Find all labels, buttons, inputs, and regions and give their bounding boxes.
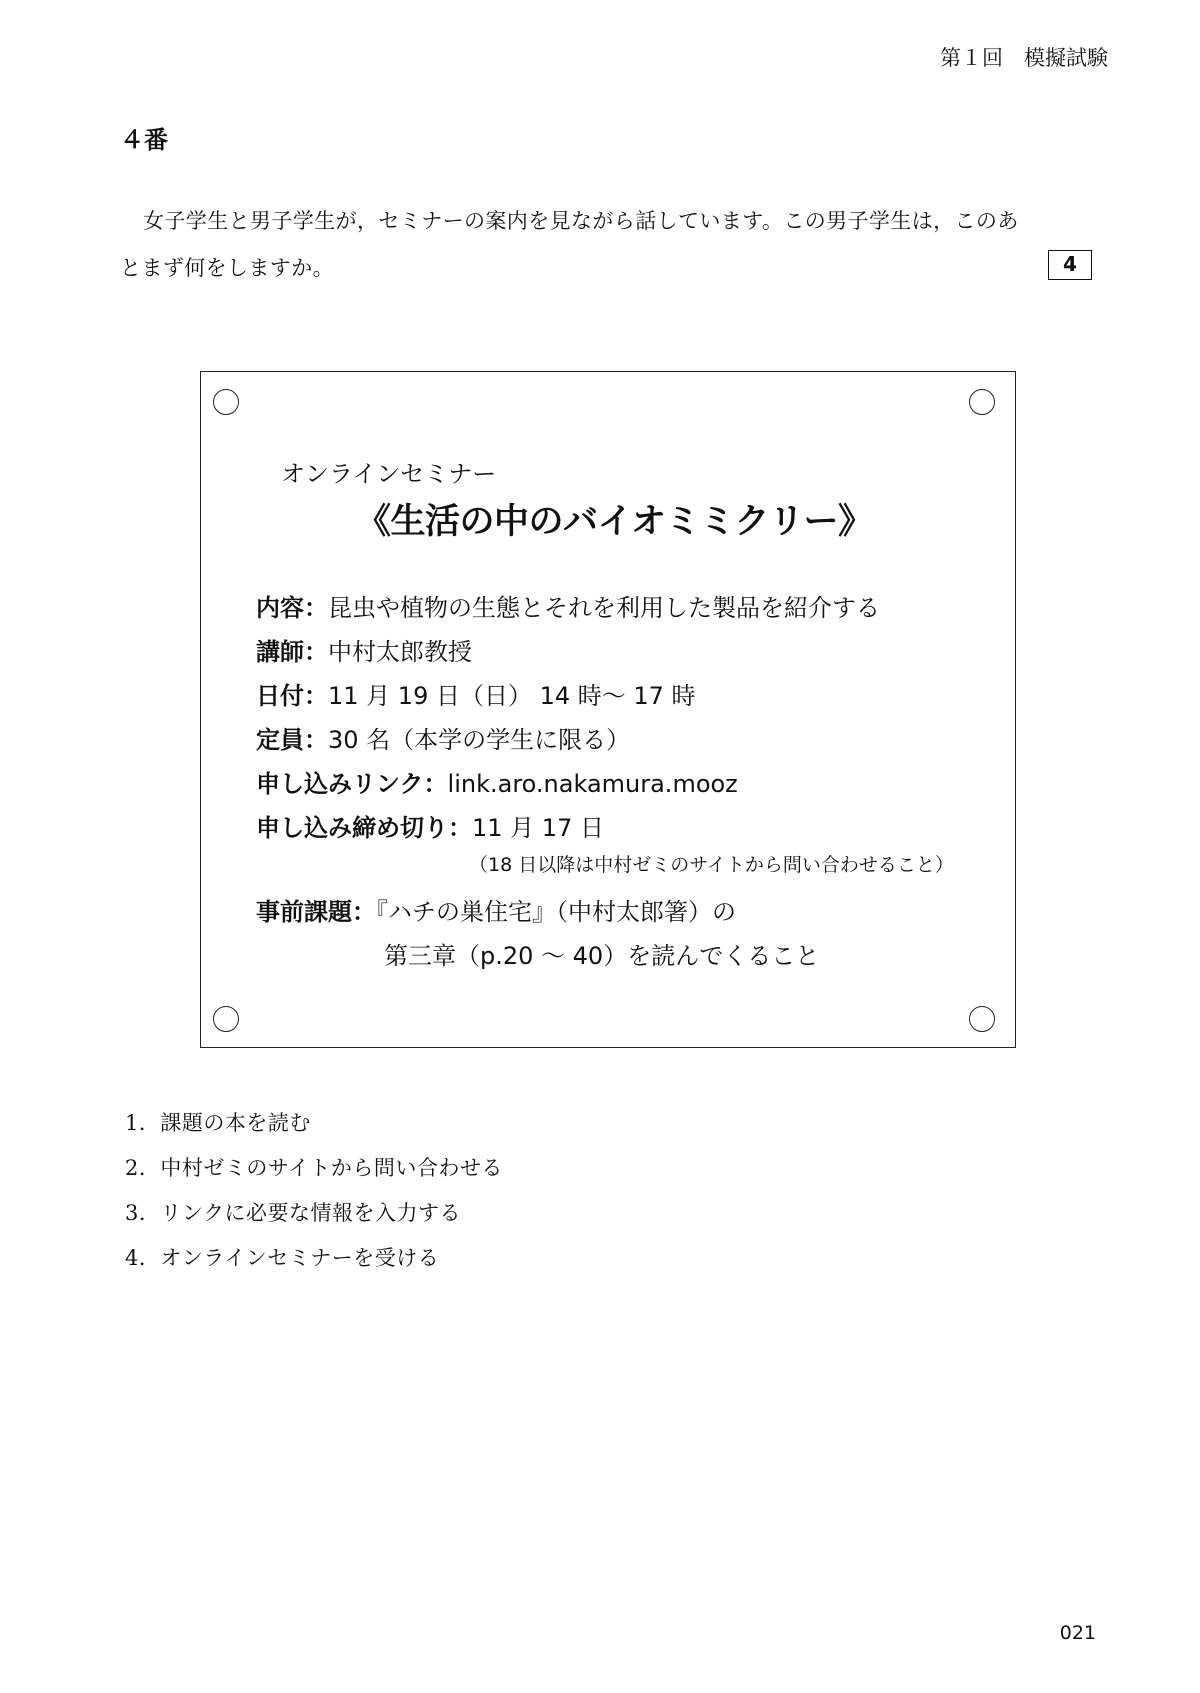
- seminar-poster: [200, 371, 1016, 1048]
- poster-row-capacity: [256, 720, 630, 755]
- pin-hole-icon: [969, 389, 995, 415]
- row-label: 定員：: [256, 726, 328, 754]
- poster-title: 《生活の中のバイオミミクリー》: [356, 502, 873, 542]
- row-label: 申し込み締め切り：: [256, 814, 472, 842]
- row-value: 『ハチの巣住宅』（中村太郎箸）の: [376, 898, 736, 926]
- answer-option-2: 2．中村ゼミのサイトから問い合わせる: [125, 1156, 503, 1180]
- row-value: 30 名（本学の学生に限る）: [328, 726, 631, 754]
- pin-hole-icon: [969, 1006, 995, 1032]
- poster-subtitle: オンラインセミナー: [281, 460, 497, 488]
- page-header: 第１回 模擬試験: [940, 46, 1108, 70]
- deadline-note: （18 日以降は中村ゼミのサイトから問い合わせること）: [469, 854, 954, 876]
- row-label: 事前課題：: [256, 898, 376, 926]
- poster-row-deadline: [256, 808, 604, 843]
- poster-row-link: [256, 764, 738, 799]
- row-label: 日付：: [256, 682, 328, 710]
- row-value: link.aro.nakamura.mooz: [447, 770, 738, 798]
- row-label: 内容：: [256, 594, 328, 622]
- row-label: 申し込みリンク：: [256, 770, 448, 798]
- pin-hole-icon: [213, 1006, 239, 1032]
- question-text-line-2: とまず何をしますか。: [120, 256, 334, 280]
- question-number: ４番: [120, 126, 168, 154]
- row-value: 11 月 17 日: [472, 814, 604, 842]
- answer-option-4: 4．オンラインセミナーを受ける: [125, 1246, 440, 1270]
- poster-row-content: [256, 588, 880, 623]
- row-label: 講師：: [256, 638, 328, 666]
- poster-row-date: [256, 676, 696, 711]
- answer-option-3: 3．リンクに必要な情報を入力する: [125, 1201, 461, 1225]
- pin-hole-icon: [213, 389, 239, 415]
- assignment-line-2: 第三章（p.20 ～ 40）を読んでくること: [384, 942, 820, 970]
- answer-number-box: 4: [1048, 250, 1092, 280]
- row-value: 昆虫や植物の生態とそれを利用した製品を紹介する: [328, 594, 880, 622]
- row-value: 11 月 19 日（日） 14 時～ 17 時: [328, 682, 696, 710]
- page-number: 021: [1059, 1622, 1096, 1644]
- answer-option-1: 1．課題の本を読む: [125, 1111, 311, 1135]
- question-text-line-1: 女子学生と男子学生が，セミナーの案内を見ながら話しています。この男子学生は，このあ: [143, 209, 1019, 233]
- poster-row-assignment: [256, 892, 736, 927]
- row-value: 中村太郎教授: [328, 638, 472, 666]
- poster-row-lecturer: [256, 632, 472, 667]
